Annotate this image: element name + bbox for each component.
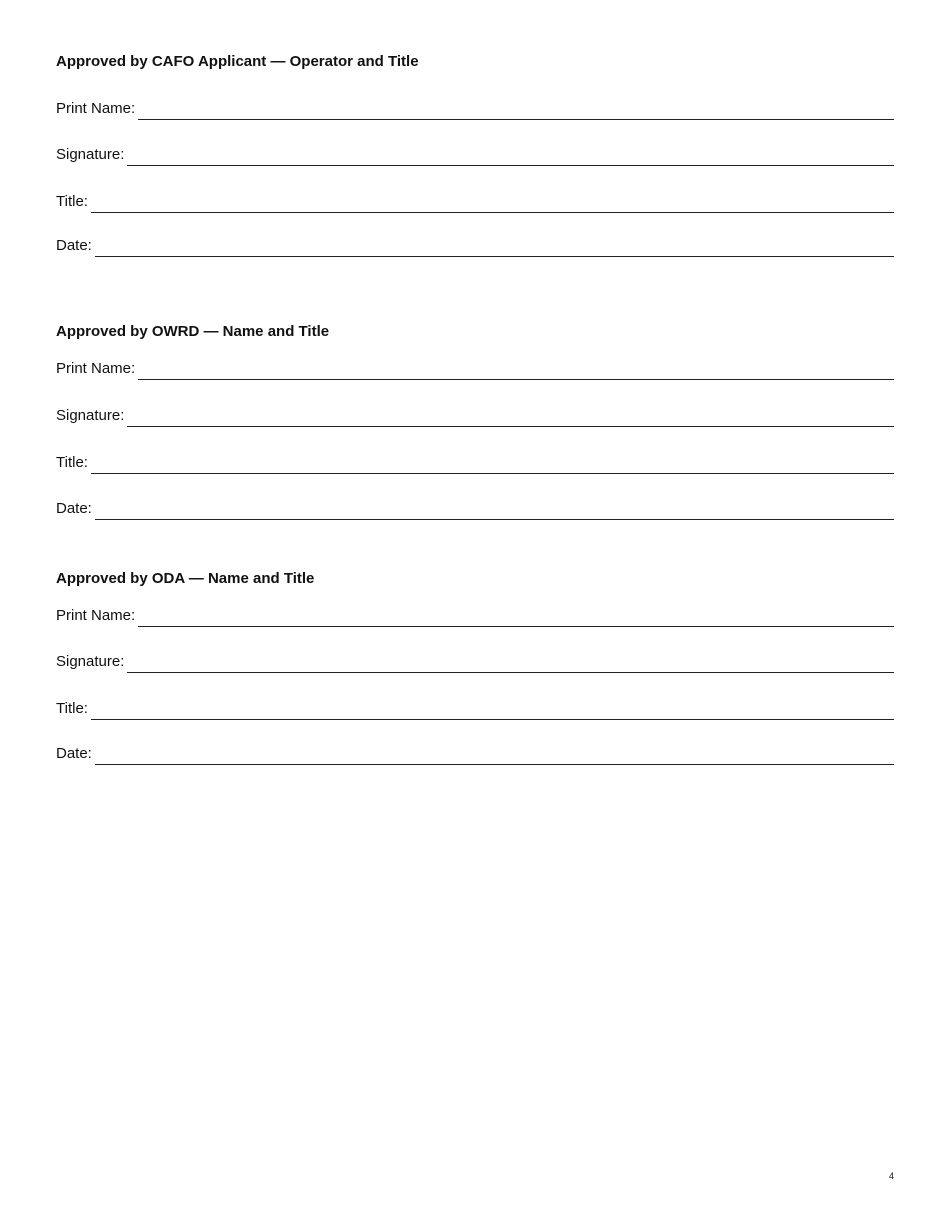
cafo-applicant-approval-heading: Approved by CAFO Applicant — Operator and Title (56, 53, 419, 70)
owrd-date-field (56, 498, 894, 520)
cafo-title-label: Title: (56, 193, 88, 210)
oda-signature-label: Signature: (56, 653, 125, 670)
cafo-signature-label: Signature: (56, 146, 125, 163)
cafo-date-field (56, 235, 894, 257)
page-number: 4 (888, 1171, 894, 1181)
owrd-signature-line[interactable] (127, 407, 894, 427)
oda-date-field (56, 743, 894, 765)
oda-date-label: Date: (56, 745, 92, 762)
owrd-date-label: Date: (56, 500, 92, 517)
cafo-print-name-label: Print Name: (56, 100, 136, 117)
cafo-title-field (56, 191, 894, 213)
owrd-print-name-field (56, 358, 894, 380)
oda-title-label: Title: (56, 700, 88, 717)
owrd-title-field (56, 452, 894, 474)
owrd-title-line[interactable] (91, 454, 894, 474)
oda-print-name-field (56, 605, 894, 627)
cafo-date-line[interactable] (95, 237, 894, 257)
cafo-print-name-field (56, 98, 894, 120)
oda-approval-heading: Approved by ODA — Name and Title (56, 570, 315, 587)
cafo-signature-line[interactable] (127, 146, 894, 166)
oda-print-name-label: Print Name: (56, 607, 136, 624)
oda-title-field (56, 698, 894, 720)
oda-date-line[interactable] (95, 745, 894, 765)
owrd-print-name-line[interactable] (138, 360, 894, 380)
owrd-signature-field (56, 405, 894, 427)
cafo-print-name-line[interactable] (138, 100, 894, 120)
owrd-signature-label: Signature: (56, 407, 125, 424)
cafo-signature-field (56, 144, 894, 166)
oda-signature-field (56, 651, 894, 673)
oda-print-name-line[interactable] (138, 607, 894, 627)
owrd-print-name-label: Print Name: (56, 360, 136, 377)
owrd-date-line[interactable] (95, 500, 894, 520)
owrd-approval-heading: Approved by OWRD — Name and Title (56, 323, 330, 340)
oda-title-line[interactable] (91, 700, 894, 720)
owrd-title-label: Title: (56, 454, 88, 471)
cafo-date-label: Date: (56, 237, 92, 254)
cafo-title-line[interactable] (91, 193, 894, 213)
oda-signature-line[interactable] (127, 653, 894, 673)
